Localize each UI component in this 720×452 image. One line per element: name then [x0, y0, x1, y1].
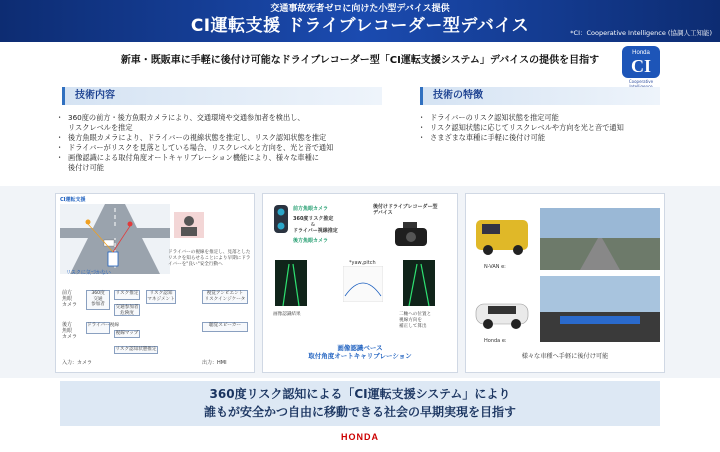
- calib-label: 360度リスク推定: [293, 216, 334, 222]
- front-camera-label: 前方 魚眼 カメラ: [62, 290, 78, 308]
- recognition-label: 画像認識結果: [273, 312, 301, 317]
- flow-box: ドライバー視線: [86, 322, 110, 334]
- flow-box: 視線マップ: [115, 331, 139, 336]
- logo-mark: CI: [630, 56, 652, 76]
- logo-sub: Cooperative: [628, 79, 654, 84]
- corrected-image: [403, 260, 435, 306]
- cabin-view-photo: [540, 276, 660, 342]
- nvan-label: N-VAN e:: [484, 264, 506, 270]
- recognition-image: [275, 260, 307, 306]
- vehicles-caption: 様々な車種へ手軽に後付け可能: [521, 353, 609, 360]
- output-box: 視覚アンビエント リスクインジケータ: [202, 290, 248, 304]
- honda-e-photo: [472, 294, 532, 334]
- road-view-photo: [540, 208, 660, 270]
- closing-banner: [60, 381, 660, 426]
- output-box: 聴覚スピーカー: [202, 322, 248, 332]
- output-label: 出力：HMI: [202, 360, 227, 366]
- tech-content-item: ・ 360度の前方・後方魚眼カメラにより、交通環境や交通参加者を検出し、 リスクレベルを推定: [56, 113, 396, 133]
- ci-logo-icon: [621, 45, 661, 79]
- calibration-diagram: [262, 193, 458, 373]
- tech-content-item: ・ 後方魚眼カメラにより、ドライバーの視線状態を推定し、リスク認知状態を推定: [56, 133, 396, 143]
- diagram1-title: CI運転支援: [60, 197, 86, 203]
- ci-assist-diagram: [55, 193, 255, 373]
- flow-box: リスク認知 マネジメント: [146, 290, 176, 304]
- ci-logo: [617, 45, 665, 87]
- header-note: *CI：Cooperative Intelligence (協調人工知能): [570, 29, 712, 37]
- flow-box: 360度 交通 参加者: [86, 290, 110, 310]
- camera-device-icon: [273, 204, 289, 234]
- calibration-caption: 画像認識ベース 取付角度オートキャリブレーション: [308, 344, 412, 360]
- tech-feature-item: ・ リスク認知状態に応じてリスクレベルや方向を光と音で通知: [418, 123, 678, 133]
- tech-content-list: [56, 113, 396, 173]
- diagram1-advice: ドライバーの視線を推定し、見落としたリスクを知らせることにより早期にドライバーを"良い"安全行動へ: [168, 250, 251, 267]
- flow-box: リスク推定: [114, 290, 140, 300]
- calib-label: 後方魚眼カメラ: [293, 238, 329, 244]
- flow-box: リスク認知状態推定: [115, 347, 157, 352]
- intro-text: 新車・既販車に手軽に後付け可能なドライブレコーダー型「CI運転支援システム」デバイスの提供を目指す: [120, 55, 600, 66]
- honda-logo: HONDA: [341, 432, 379, 442]
- calib-label: &: [311, 222, 315, 228]
- risk-unaware-label: リスクに気づかない: [66, 270, 111, 276]
- pedestrian-icon: [128, 222, 133, 227]
- flow-box: 交通参加者 危険度: [115, 305, 139, 316]
- pitch-chart: [343, 266, 383, 302]
- rear-camera-label: 後方 魚眼 カメラ: [62, 322, 78, 340]
- calib-label: ドライバー視線推定: [293, 228, 338, 234]
- pitch-label: *yaw,pitch: [349, 260, 376, 266]
- result-label: 二軸への位置と 視線方向を 補正して算出: [399, 312, 432, 329]
- tech-content-item: ・ 画像認識による取付角度オートキャリブレーション機能により、様々な車種に 後付け可能: [56, 153, 396, 173]
- honda-e-label: Honda e:: [484, 338, 507, 344]
- tech-features-heading: 技術の特徴: [420, 87, 660, 105]
- ego-car-icon: [108, 252, 118, 266]
- tech-content-item: ・ ドライバーがリスクを見落としている場合、リスクレベルと方向を、光と音で通知: [56, 143, 396, 153]
- tech-feature-item: ・ ドライバーのリスク認知状態を推定可能: [418, 113, 678, 123]
- dashcam-photo: [391, 222, 431, 252]
- tech-content-heading: 技術内容: [62, 87, 382, 105]
- logo-top: Honda: [632, 50, 650, 56]
- header-supertitle: 交通事故死者ゼロに向けた小型デバイス提供: [270, 4, 450, 14]
- tech-features-list: [418, 113, 678, 143]
- header-banner: [0, 0, 720, 42]
- calib-label: 前方魚眼カメラ: [293, 206, 329, 212]
- driver-icon: [174, 212, 204, 238]
- banner-line1: 360度リスク認知による「CI運転支援システム」により: [209, 387, 511, 401]
- input-label: 入力：カメラ: [62, 360, 93, 366]
- device-label: 後付けドライブレコーダー型 デバイス: [373, 204, 438, 216]
- road-scene-illustration: [60, 204, 170, 274]
- vehicles-panel: [465, 193, 665, 373]
- tech-feature-item: ・ さまざまな車種に手軽に後付け可能: [418, 133, 678, 143]
- banner-line2: 誰もが安全かつ自由に移動できる社会の早期実現を目指す: [203, 405, 516, 419]
- page-title: CI運転支援 ドライブレコーダー型デバイス: [190, 16, 530, 36]
- nvan-photo: [472, 214, 532, 258]
